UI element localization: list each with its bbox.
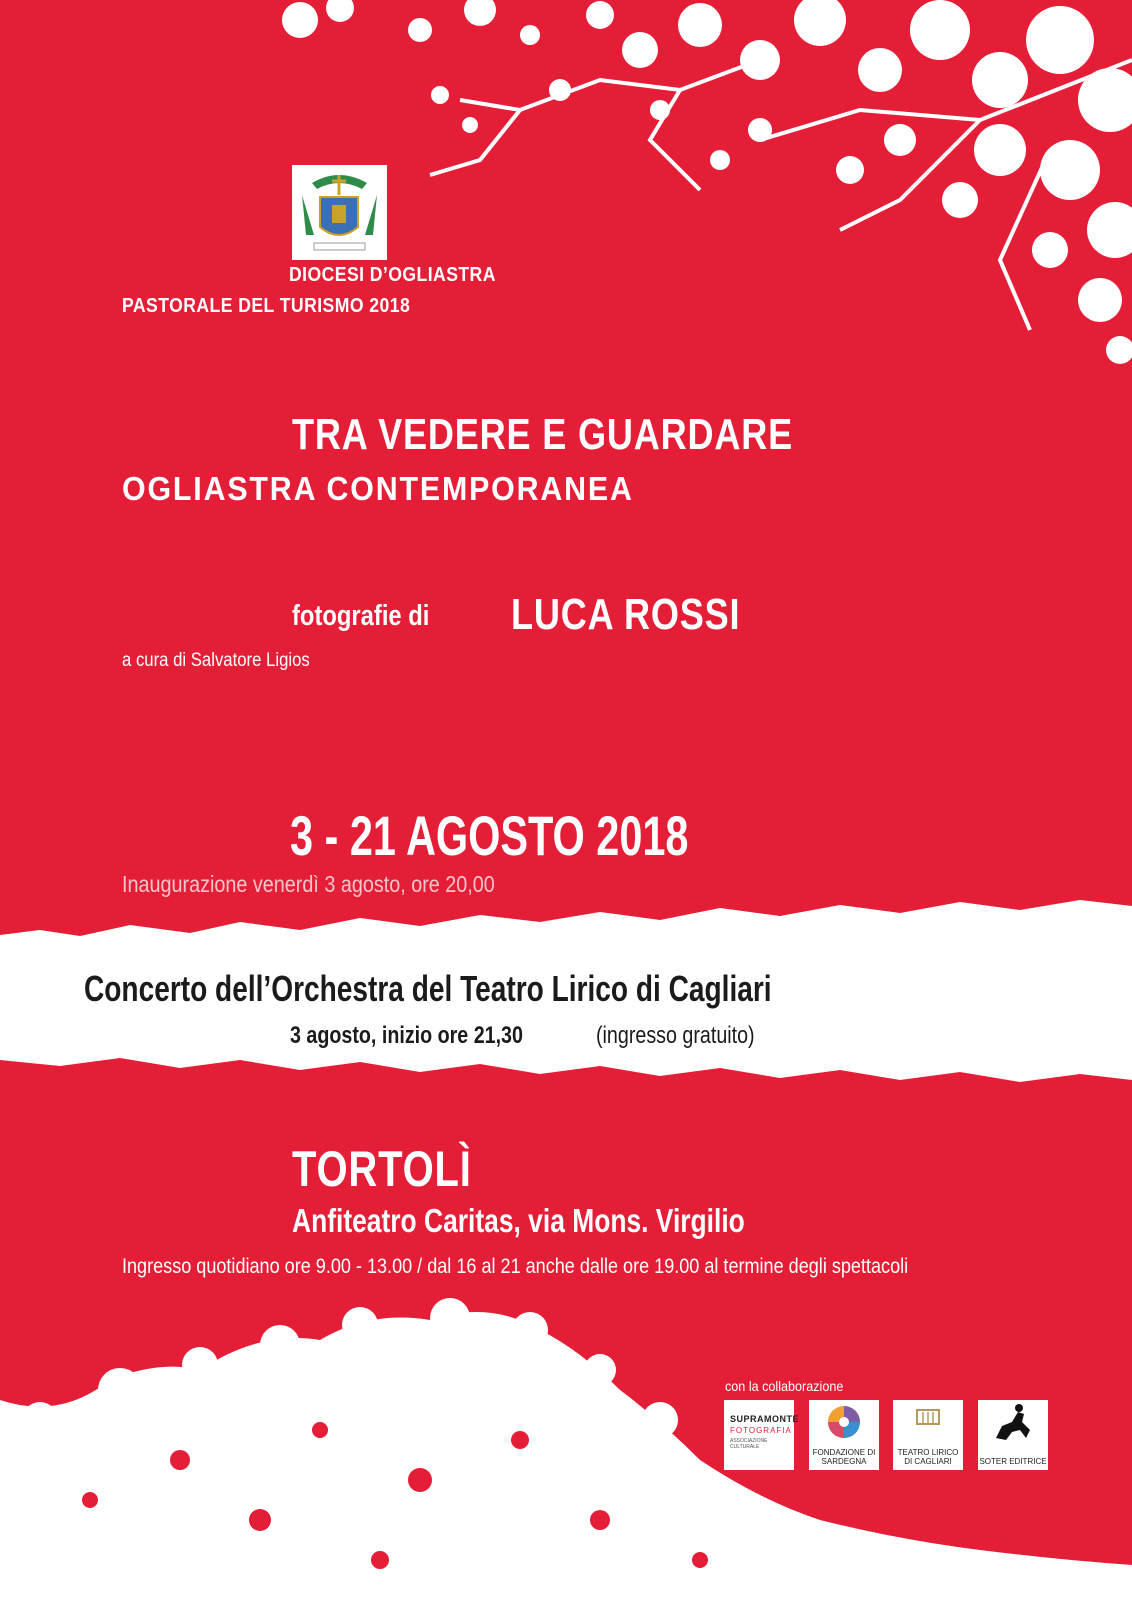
- supramonte-fotografia-logo: [724, 1400, 800, 1470]
- exhibition-dates: 3 - 21 AGOSTO 2018: [290, 804, 689, 867]
- photographer-prefix: fotografie di: [292, 600, 430, 632]
- concert-date: 3 agosto, inizio ore 21,30: [290, 1022, 523, 1049]
- top-tree-branches: [430, 60, 1132, 330]
- pastorale-line: PASTORALE DEL TURISMO 2018: [122, 295, 411, 317]
- collaboration-label: con la collaborazione: [725, 1378, 844, 1394]
- photographer-name: LUCA ROSSI: [511, 590, 741, 639]
- concert-admission-note: (ingresso gratuito): [596, 1022, 755, 1049]
- fondazione-label: FONDAZIONE DI SARDEGNA: [812, 1448, 876, 1466]
- curator-credit: a cura di Salvatore Ligios: [122, 650, 310, 671]
- location-venue: Anfiteatro Caritas, via Mons. Virgilio: [292, 1202, 745, 1239]
- supramonte-sub: FOTOGRAFIA: [730, 1426, 792, 1435]
- inauguration-info: Inaugurazione venerdì 3 agosto, ore 20,00: [122, 871, 495, 897]
- teatro-label: TEATRO LIRICO DI CAGLIARI: [897, 1448, 959, 1466]
- soter-editrice-logo: [978, 1400, 1048, 1470]
- supramonte-assoc: ASSOCIAZIONE CULTURALE: [730, 1438, 768, 1450]
- theatre-facade-icon: [893, 1400, 963, 1440]
- teatro-lirico-logo: [893, 1400, 963, 1470]
- bishop-coat-of-arms-icon: [292, 165, 387, 260]
- fondazione-wheel-icon: [809, 1400, 879, 1444]
- supramonte-name: SUPRAMONTE: [730, 1414, 800, 1424]
- soter-label: SOTER EDITRICE: [979, 1457, 1047, 1466]
- location-city: TORTOLÌ: [292, 1141, 472, 1197]
- diocese-name: DIOCESI D’OGLIASTRA: [289, 264, 496, 286]
- diocese-crest: [292, 165, 387, 260]
- exhibition-title: TRA VEDERE E GUARDARE: [292, 410, 794, 459]
- exhibition-subtitle: OGLIASTRA CONTEMPORANEA: [122, 470, 634, 507]
- fondazione-sardegna-logo: [809, 1400, 879, 1470]
- concert-title: Concerto dell’Orchestra del Teatro Lirico di Cagliari: [84, 968, 772, 1009]
- horse-rider-icon: [978, 1400, 1048, 1446]
- opening-hours: Ingresso quotidiano ore 9.00 - 13.00 / dal 16 al 21 anche dalle ore 19.00 al termine degli spettacoli: [122, 1255, 909, 1278]
